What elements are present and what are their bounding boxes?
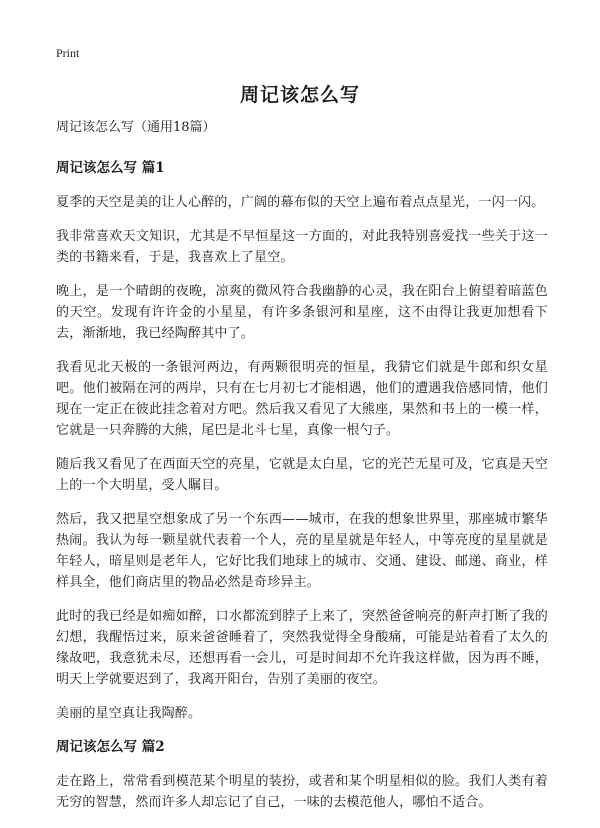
paragraph: 我看见北天极的一条银河两边，有两颗很明亮的恒星，我猜它们就是牛郎和织女星吧。他们被隔在河的两岸，只有在七月初七才能相遇，他们的遭遇我倍感同情，他们现在一定正在彼此挂念着对方吧。然后我又看见了大熊座，果然和书上的一模一样，它就是一只奔腾的大熊，尾巴是北斗七星，真像一根勺子。 — [56, 360, 548, 438]
paragraph: 走在路上，常常看到模范某个明星的装扮，或者和某个明星相似的脸。我们人类有着无穷的智慧，然而许多人却忘记了自己，一味的去模范他人，哪怕不适合。 — [56, 774, 548, 810]
paragraph: 晚上，是一个晴朗的夜晚，凉爽的微风符合我幽静的心灵，我在阳台上俯望着暗蓝色的天空。发现有许许金的小星星，有许多条银河和星座，这不由得让我更加想看下去，渐渐地，我已经陶醉其中了。 — [56, 284, 548, 341]
section-heading-2: 周记该怎么写 篇2 — [56, 739, 165, 755]
document-subtitle: 周记该怎么写（通用18篇） — [56, 120, 216, 135]
page-title: 周记该怎么写 — [239, 84, 360, 106]
paragraph: 此时的我已经是如痴如醉，口水都流到脖子上来了，突然爸爸响亮的鼾声打断了我的幻想，我醒悟过来，原来爸爸睡着了，突然我觉得全身酸痛，可能是站着看了太久的缘故吧，我意犹未尽，还想再看一会儿，可是时间却不允许我这样做，因为再不睡，明天上学就要迟到了，我离开阳台，告别了美丽的夜空。 — [56, 609, 548, 687]
paragraph: 美丽的星空真让我陶醉。 — [56, 706, 202, 721]
paragraph: 随后我又看见了在西面天空的亮星，它就是太白星，它的光芒无星可及，它真是天空上的一个大明星，受人瞩目。 — [56, 457, 548, 493]
document-body — [56, 118, 548, 826]
paragraph: 然后，我又把星空想象成了另一个东西——城市，在我的想象世界里，那座城市繁华热闹。我认为每一颗星就代表着一个人，亮的星星就是年轻人，中等亮度的星星就是年轻人，暗星则是老年人，它好比我们地球上的城市、交通、建设、邮递、商业，样样具全，他们商店里的物品必然是奇珍异主。 — [56, 512, 548, 590]
paragraph: 夏季的天空是美的让人心醉的，广阔的幕布似的天空上遍布着点点星光，一闪一闪。 — [56, 195, 545, 210]
paragraph: 我非常喜欢天文知识，尤其是不早恒星这一方面的，对此我特别喜爱找一些关于这一类的书籍来看，于是，我喜欢上了星空。 — [56, 229, 548, 265]
section-heading-1: 周记该怎么写 篇1 — [56, 160, 165, 176]
print-link[interactable]: Print — [56, 46, 80, 60]
